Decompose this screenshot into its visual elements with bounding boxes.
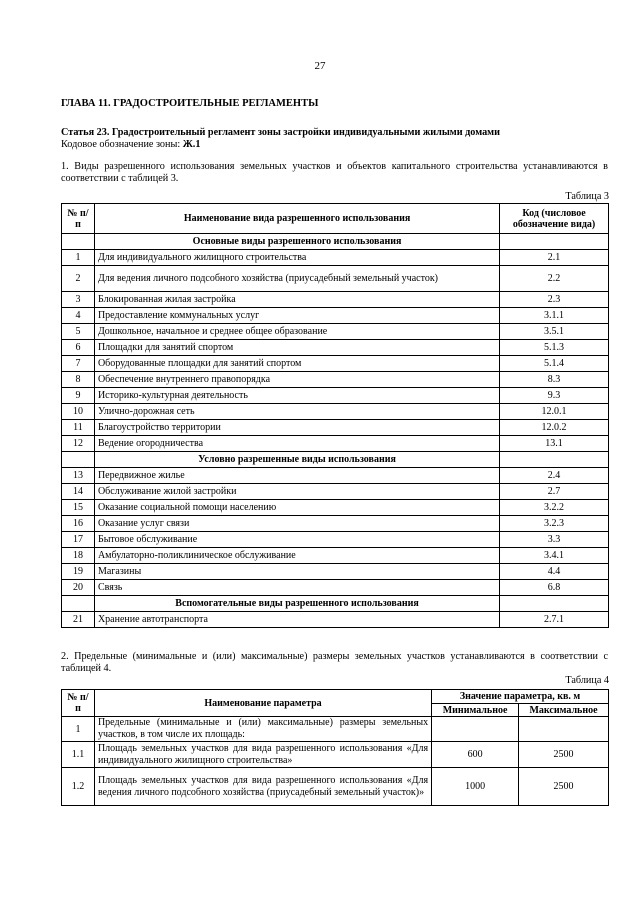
- table3-row-num: 14: [62, 484, 95, 500]
- table3-row: [62, 404, 609, 420]
- table-3: [61, 203, 609, 628]
- table3-row-name: Благоустройство территории: [94, 420, 499, 436]
- table3-row-num: 16: [62, 516, 95, 532]
- table3-row-num: 3: [62, 292, 95, 308]
- zone-code-line: [61, 139, 200, 150]
- table3-row-name: Бытовое обслуживание: [94, 532, 499, 548]
- table3-section-num-cell: [62, 452, 95, 468]
- table3-row-code: 6.8: [500, 580, 609, 596]
- zone-code: Ж.1: [182, 139, 201, 150]
- table3-row-name: Магазины: [94, 564, 499, 580]
- table3-section-num-cell: [62, 234, 95, 250]
- table3-row: [62, 250, 609, 266]
- table3-row-name: Передвижное жилье: [94, 468, 499, 484]
- table3-row: [62, 292, 609, 308]
- table3-row-name: Для индивидуального жилищного строительства: [94, 250, 499, 266]
- table3-row-code: 3.1.1: [500, 308, 609, 324]
- article-title: Статья 23. Градостроительный регламент зоны застройки индивидуальными жилыми домами: [61, 127, 500, 138]
- table3-row-num: 7: [62, 356, 95, 372]
- table4-row-min: 1000: [432, 768, 519, 806]
- table4-row: [62, 742, 609, 768]
- table4-header-max: Максимальное: [519, 704, 609, 717]
- table3-row: [62, 484, 609, 500]
- table4-row-min: [432, 717, 519, 742]
- table3-row-code: 2.7.1: [500, 612, 609, 628]
- table3-row-code: 5.1.4: [500, 356, 609, 372]
- table3-row: [62, 388, 609, 404]
- table3-section-code-cell: [500, 234, 609, 250]
- table3-section-code-cell: [500, 452, 609, 468]
- table3-section-row: [62, 452, 609, 468]
- table3-row-name: Для ведения личного подсобного хозяйства (приусадебный земельный участок): [94, 266, 499, 292]
- table3-row: [62, 516, 609, 532]
- table3-caption: Таблица 3: [565, 191, 609, 202]
- chapter-title: ГЛАВА 11. ГРАДОСТРОИТЕЛЬНЫЕ РЕГЛАМЕНТЫ: [61, 98, 319, 109]
- table3-row-num: 11: [62, 420, 95, 436]
- table3-row-num: 12: [62, 436, 95, 452]
- table3-row: [62, 580, 609, 596]
- table3-section-title: Основные виды разрешенного использования: [94, 234, 499, 250]
- table3-row: [62, 324, 609, 340]
- table3-header-code: Код (числовое обозначение вида): [500, 204, 609, 234]
- table4-row-num: 1.2: [62, 768, 95, 806]
- table3-row-name: Предоставление коммунальных услуг: [94, 308, 499, 324]
- table3-row: [62, 420, 609, 436]
- table4-row-max: [519, 717, 609, 742]
- table3-row-num: 20: [62, 580, 95, 596]
- table3-row-num: 9: [62, 388, 95, 404]
- table3-row-num: 21: [62, 612, 95, 628]
- table4-row-max: 2500: [519, 768, 609, 806]
- table3-row-code: 9.3: [500, 388, 609, 404]
- table3-row-name: Оказание социальной помощи населению: [94, 500, 499, 516]
- table3-row-num: 4: [62, 308, 95, 324]
- table3-row-code: 3.3: [500, 532, 609, 548]
- table3-row: [62, 356, 609, 372]
- table3-row-code: 8.3: [500, 372, 609, 388]
- table3-row-code: 5.1.3: [500, 340, 609, 356]
- table3-row-name: Связь: [94, 580, 499, 596]
- table3-row: [62, 266, 609, 292]
- table3-row: [62, 308, 609, 324]
- table3-row-num: 18: [62, 548, 95, 564]
- table3-header-num: № п/п: [62, 204, 95, 234]
- table3-row-num: 5: [62, 324, 95, 340]
- table3-row-name: Обеспечение внутреннего правопорядка: [94, 372, 499, 388]
- table3-row-code: 3.4.1: [500, 548, 609, 564]
- page-number: 27: [314, 60, 326, 72]
- paragraph-1: 1. Виды разрешенного использования земельных участков и объектов капитального строительства устанавливаются в соответствии с таблицей 3.: [61, 161, 608, 184]
- table3-row: [62, 532, 609, 548]
- table3-section-row: [62, 234, 609, 250]
- table4-header-num: № п/п: [62, 690, 95, 717]
- table4-row-min: 600: [432, 742, 519, 768]
- table3-row: [62, 612, 609, 628]
- table3-row-code: 12.0.1: [500, 404, 609, 420]
- table3-section-num-cell: [62, 596, 95, 612]
- table3-row-name: Хранение автотранспорта: [94, 612, 499, 628]
- table3-row: [62, 468, 609, 484]
- table3-row-code: 12.0.2: [500, 420, 609, 436]
- table3-row-name: Оборудованные площадки для занятий спортом: [94, 356, 499, 372]
- table3-row-code: 2.2: [500, 266, 609, 292]
- table3-section-code-cell: [500, 596, 609, 612]
- table4-row-max: 2500: [519, 742, 609, 768]
- table3-row-num: 8: [62, 372, 95, 388]
- table4-header-value: Значение параметра, кв. м: [432, 690, 609, 704]
- table3-row: [62, 436, 609, 452]
- table3-row-num: 6: [62, 340, 95, 356]
- table3-row-name: Блокированная жилая застройка: [94, 292, 499, 308]
- table3-row-num: 13: [62, 468, 95, 484]
- table3-row: [62, 548, 609, 564]
- table3-section-title: Условно разрешенные виды использования: [94, 452, 499, 468]
- table3-row-name: Дошкольное, начальное и среднее общее образование: [94, 324, 499, 340]
- table4-header-name: Наименование параметра: [94, 690, 431, 717]
- table3-row-code: 3.2.3: [500, 516, 609, 532]
- table3-row-name: Оказание услуг связи: [94, 516, 499, 532]
- table3-row: [62, 340, 609, 356]
- paragraph-2: 2. Предельные (минимальные и (или) максимальные) размеры земельных участков устанавливаются в соответствии с таблицей 4.: [61, 651, 608, 674]
- table3-row-code: 2.7: [500, 484, 609, 500]
- table3-row-num: 10: [62, 404, 95, 420]
- table3-section-title: Вспомогательные виды разрешенного использования: [94, 596, 499, 612]
- table3-row-num: 15: [62, 500, 95, 516]
- table3-row-code: 3.5.1: [500, 324, 609, 340]
- table3-row-num: 17: [62, 532, 95, 548]
- table4-row-num: 1.1: [62, 742, 95, 768]
- table4-row-num: 1: [62, 717, 95, 742]
- table4-row-name: Площадь земельных участков для вида разрешенного использования «Для ведения личного подсобного хозяйства (приусадебный земельный участок)»: [94, 768, 431, 806]
- table3-row: [62, 372, 609, 388]
- table4-caption: Таблица 4: [565, 675, 609, 686]
- zone-code-label: Кодовое обозначение зоны:: [61, 139, 183, 150]
- table3-row-name: Улично-дорожная сеть: [94, 404, 499, 420]
- table3-row-code: 4.4: [500, 564, 609, 580]
- table3-row-name: Площадки для занятий спортом: [94, 340, 499, 356]
- table3-row-code: 13.1: [500, 436, 609, 452]
- table3-row-name: Обслуживание жилой застройки: [94, 484, 499, 500]
- table3-row-name: Ведение огородничества: [94, 436, 499, 452]
- table-4: [61, 689, 609, 806]
- table3-header-name: Наименование вида разрешенного использования: [94, 204, 499, 234]
- table3-row: [62, 564, 609, 580]
- table3-row-num: 19: [62, 564, 95, 580]
- table3-row-code: 2.4: [500, 468, 609, 484]
- table4-row-name: Предельные (минимальные и (или) максимальные) размеры земельных участков, в том числе их площадь:: [94, 717, 431, 742]
- table4-header-min: Минимальное: [432, 704, 519, 717]
- table3-row-name: Историко-культурная деятельность: [94, 388, 499, 404]
- table3-row-num: 1: [62, 250, 95, 266]
- table4-row: [62, 768, 609, 806]
- table4-row: [62, 717, 609, 742]
- table3-row-name: Амбулаторно-поликлиническое обслуживание: [94, 548, 499, 564]
- table3-section-row: [62, 596, 609, 612]
- table3-row: [62, 500, 609, 516]
- table3-row-code: 3.2.2: [500, 500, 609, 516]
- table3-row-code: 2.1: [500, 250, 609, 266]
- table4-row-name: Площадь земельных участков для вида разрешенного использования «Для индивидуального жилищного строительства»: [94, 742, 431, 768]
- table3-row-code: 2.3: [500, 292, 609, 308]
- table3-row-num: 2: [62, 266, 95, 292]
